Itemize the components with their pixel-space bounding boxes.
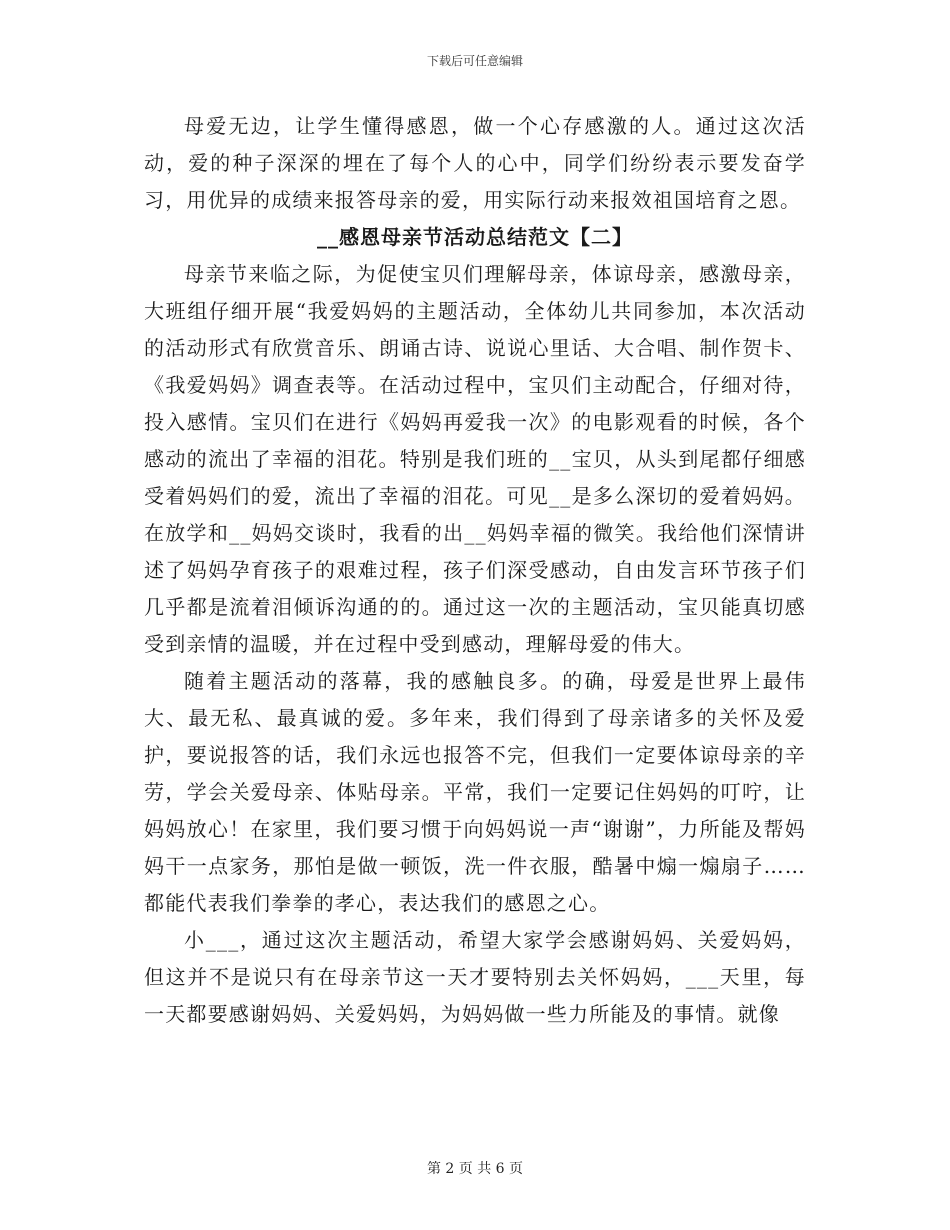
page-header: 下载后可任意编辑 [426, 54, 523, 68]
paragraph-activity: 母亲节来临之际，为促使宝贝们理解母亲，体谅母亲，感激母亲，大班组仔细开展“我爱妈妈的主题活动，全体幼儿共同参加，本次活动的活动形式有欣赏音乐、朗诵古诗、说说心里话、大合唱、制作贺卡、《我爱妈妈》调查表等。在活动过程中，宝贝们主动配合，仔细对待，投入感情。宝贝们在进行《妈妈再爱我一次》的电影观看的时候，各个感动的流出了幸福的泪花。特别是我们班的__宝贝，从头到尾都仔细感受着妈妈们的爱，流出了幸福的泪花。可见__是多么深切的爱着妈妈。在放学和__妈妈交谈时，我看的出__妈妈幸福的微笑。我给他们深情讲述了妈妈孕育孩子的艰难过程，孩子们深受感动，自由发言环节孩子们几乎都是流着泪倾诉沟通的的。通过这一次的主题活动，宝贝能真切感受到亲情的温暖，并在过程中受到感动，理解母爱的伟大。 [144, 262, 806, 656]
document-body [144, 108, 806, 1033]
section-title: __感恩母亲节活动总结范文【二】 [317, 225, 633, 249]
paragraph-conclusion: 小___，通过这次主题活动，希望大家学会感谢妈妈、关爱妈妈，但这并不是说只有在母亲节这一天才要特别去关怀妈妈，___天里，每一天都要感谢妈妈、关爱妈妈，为妈妈做一些力所能及的事情。就像 [144, 928, 806, 1026]
paragraph-intro: 母爱无边，让学生懂得感恩，做一个心存感激的人。通过这次活动，爱的种子深深的埋在了每个人的心中，同学们纷纷表示要发奋学习，用优异的成绩来报答母亲的爱，用实际行动来报效祖国培育之恩。 [144, 114, 806, 212]
page-number: 第 2 页 共 6 页 [426, 1161, 524, 1177]
paragraph-reflection: 随着主题活动的落幕，我的感触良多。的确，母爱是世界上最伟大、最无私、最真诚的爱。多年来，我们得到了母亲诸多的关怀及爱护，要说报答的话，我们永远也报答不完，但我们一定要体谅母亲的辛劳，学会关爱母亲、体贴母亲。平常，我们一定要记住妈妈的叮咛，让妈妈放心！在家里，我们要习惯于向妈妈说一声“谢谢”，力所能及帮妈妈干一点家务，那怕是做一顿饭，洗一件衣服，酷暑中煽一煽扇子……都能代表我们拳拳的孝心，表达我们的感恩之心。 [144, 669, 806, 915]
